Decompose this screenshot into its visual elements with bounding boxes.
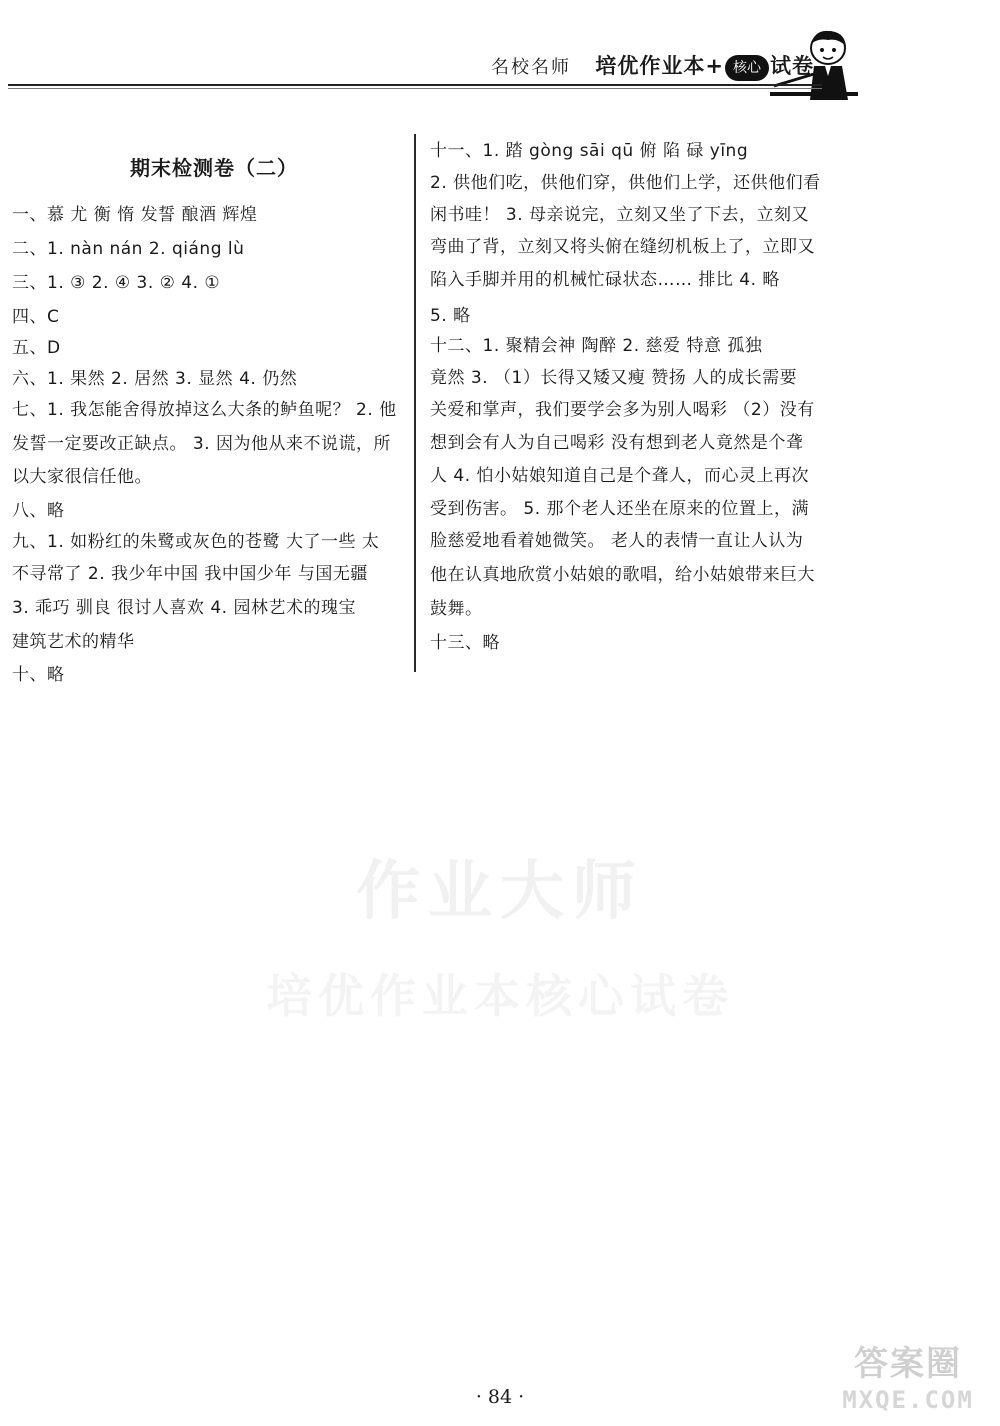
answer-line: 二、1. nàn nán 2. qiáng lù — [12, 239, 245, 259]
page-number: · 84 · — [475, 1386, 525, 1408]
answer-line: 人 4. 怕小姑娘知道自己是个聋人，而心灵上再次 — [430, 466, 810, 486]
page-header — [0, 0, 1000, 96]
book-title-pre: 培优作业本+ — [595, 54, 724, 78]
series-name: 名校名师 — [491, 57, 572, 78]
header-rule-thin — [8, 88, 822, 89]
answer-line: 六、1. 果然 2. 居然 3. 显然 4. 仍然 — [12, 369, 298, 389]
answer-line: 鼓舞。 — [430, 599, 483, 619]
answer-line: 以大家很信任他。 — [12, 467, 152, 487]
answer-line: 5. 略 — [430, 306, 471, 326]
watermark-main: 作业大师 — [356, 855, 644, 929]
answer-line: 十三、略 — [430, 633, 500, 653]
answer-line: 不寻常了 2. 我少年中国 我中国少年 与国无疆 — [12, 564, 368, 584]
answer-line: 陷入手脚并用的机械忙碌状态…… 排比 4. 略 — [430, 270, 780, 290]
site-logo-text: 答案圈 — [854, 1344, 962, 1384]
book-title-post: 试卷 — [770, 54, 814, 78]
answer-line: 他在认真地欣赏小姑娘的歌唱，给小姑娘带来巨大 — [430, 565, 815, 585]
answer-line: 一、慕 尤 衡 惰 发誓 酿酒 辉煌 — [12, 205, 258, 225]
answer-line: 关爱和掌声，我们要学会多为别人喝彩 （2）没有 — [430, 400, 815, 420]
section-title: 期末检测卷（二） — [130, 156, 298, 180]
header-title — [491, 50, 814, 81]
answer-line: 受到伤害。 5. 那个老人还坐在原来的位置上，满 — [430, 499, 810, 519]
answer-line: 弯曲了背，立刻又将头俯在缝纫机板上了，立即又 — [430, 237, 815, 257]
watermark-sub: 培优作业本核心试卷 — [266, 969, 734, 1023]
answer-line: 九、1. 如粉红的朱鹭或灰色的苍鹭 大了一些 太 — [12, 532, 380, 552]
answer-line: 三、1. ③ 2. ④ 3. ② 4. ① — [12, 273, 221, 293]
answer-line: 四、C — [12, 307, 60, 327]
answer-line: 2. 供他们吃，供他们穿，供他们上学，还供他们看 — [430, 173, 821, 193]
column-divider — [414, 134, 416, 672]
answer-line: 脸慈爱地看着她微笑。 老人的表情一直让人认为 — [430, 531, 804, 551]
answer-line: 十二、1. 聚精会神 陶醉 2. 慈爱 特意 孤独 — [430, 336, 763, 356]
answer-line: 十、略 — [12, 665, 65, 685]
answer-line: 建筑艺术的精华 — [12, 632, 135, 652]
answer-line: 竟然 3. （1）长得又矮又瘦 赞扬 人的成长需要 — [430, 368, 798, 388]
site-logo-url: MXQE.COM — [842, 1386, 974, 1414]
answer-line: 七、1. 我怎能舍得放掉这么大条的鲈鱼呢？ 2. 他 — [12, 400, 397, 420]
answer-line: 五、D — [12, 338, 61, 358]
core-badge: 核心 — [725, 55, 769, 81]
answer-line: 闲书哇！ 3. 母亲说完，立刻又坐了下去，立刻又 — [430, 205, 810, 225]
header-rule — [8, 84, 822, 86]
answer-line: 十一、1. 踏 gòng sāi qū 俯 陷 碌 yīng — [430, 141, 749, 161]
site-logo — [820, 1336, 996, 1424]
answer-line: 3. 乖巧 驯良 很讨人喜欢 4. 园林艺术的瑰宝 — [12, 598, 356, 618]
answer-line: 发誓一定要改正缺点。 3. 因为他从来不说谎，所 — [12, 434, 392, 454]
teacher-mascot-icon — [770, 26, 860, 104]
answer-line: 想到会有人为自己喝彩 没有想到老人竟然是个聋 — [430, 433, 804, 453]
answer-line: 八、略 — [12, 501, 65, 521]
